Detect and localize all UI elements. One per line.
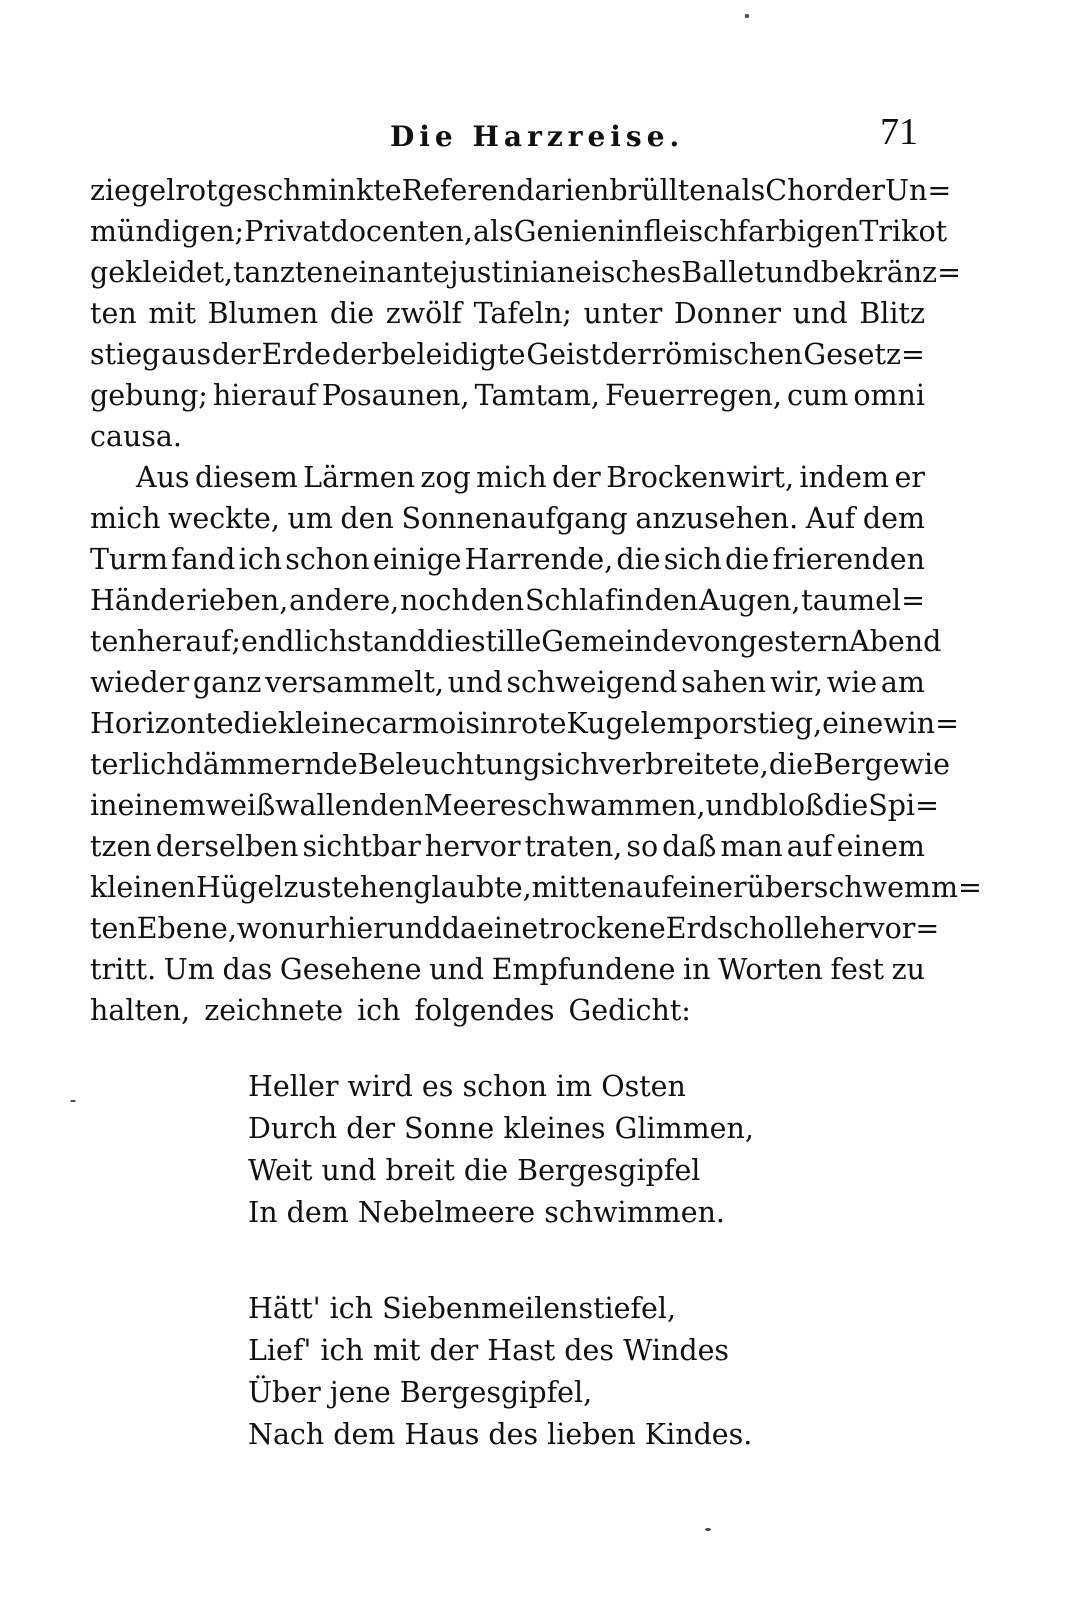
word: folgendes <box>414 994 555 1027</box>
word: Genien <box>513 215 617 248</box>
word: eine <box>476 912 539 945</box>
word: gestern <box>738 625 850 658</box>
word: überschwemm= <box>746 871 982 904</box>
word: auf <box>625 871 672 904</box>
word: anzusehen. <box>635 502 799 535</box>
poem-line: Lief' ich mit der Hast des Windes <box>248 1334 730 1367</box>
word: frierenden <box>772 543 925 576</box>
word: Feuerregen, <box>604 379 782 412</box>
word: man <box>720 830 783 863</box>
word: brüllten <box>609 174 725 207</box>
word: die <box>824 789 869 822</box>
word: Trikot <box>859 215 948 248</box>
word: Erdscholle <box>665 912 820 945</box>
word: Gemeinde <box>541 625 688 658</box>
word: Brockenwirt, <box>606 461 795 494</box>
word: wo <box>236 912 279 945</box>
word: noch <box>400 584 470 617</box>
prose-body <box>90 170 982 1031</box>
word: kleine <box>277 707 366 740</box>
word: sichtbar <box>302 830 421 863</box>
word: glaubte, <box>413 871 532 904</box>
text-line <box>90 457 925 498</box>
word: als <box>472 215 514 248</box>
word: derselben <box>155 830 299 863</box>
word: sich <box>663 543 722 576</box>
word: zwölf <box>385 297 462 330</box>
word: Kugel <box>566 707 650 740</box>
word: Spi= <box>868 789 940 822</box>
word: hervor <box>424 830 521 863</box>
word: Donner <box>673 297 782 330</box>
word: stehen <box>316 871 414 904</box>
word: stieg <box>90 338 161 371</box>
word: die <box>616 543 661 576</box>
word: und <box>705 789 761 822</box>
word: Worten <box>718 953 823 986</box>
word: zu <box>891 953 925 986</box>
text-line <box>90 211 948 252</box>
word: von <box>687 625 739 658</box>
word: Chor <box>765 174 837 207</box>
word: bloß <box>760 789 825 822</box>
word: Um <box>163 953 215 986</box>
word: Hügel <box>195 871 284 904</box>
word: der <box>211 338 261 371</box>
text-line <box>90 785 940 826</box>
word: sich <box>540 748 599 781</box>
word: wie <box>826 666 878 699</box>
word: stille <box>470 625 542 658</box>
text-line <box>90 826 925 867</box>
word: tzen <box>90 830 152 863</box>
word: tritt. <box>90 953 157 986</box>
text-line <box>90 949 925 990</box>
text-line <box>90 334 925 375</box>
word: trockene <box>538 912 666 945</box>
word: dem <box>862 502 925 535</box>
word: mitten <box>531 871 626 904</box>
word: Turm <box>90 543 169 576</box>
word: Posaunen, <box>321 379 470 412</box>
word: in <box>90 789 118 822</box>
word: und <box>429 953 485 986</box>
word: hervor= <box>819 912 940 945</box>
text-line <box>90 416 925 457</box>
word: cum <box>786 379 849 412</box>
word: empor <box>649 707 743 740</box>
word: die <box>233 707 278 740</box>
word: der <box>552 461 601 494</box>
word: hierauf <box>212 379 317 412</box>
word: verbreitete, <box>598 748 769 781</box>
word: die <box>329 297 375 330</box>
page-number: 71 <box>880 111 918 153</box>
word: Referendarien <box>401 174 610 207</box>
text-line <box>90 498 925 539</box>
word: Ballet <box>681 256 766 289</box>
word: in <box>616 584 644 617</box>
word: Horizonte <box>90 707 234 740</box>
word: weißwallenden <box>205 789 424 822</box>
text-line <box>90 867 982 908</box>
poem-line: Nach dem Haus des lieben Kindes. <box>248 1418 753 1451</box>
word: Geist <box>526 338 602 371</box>
word: beleidigte <box>381 338 526 371</box>
word: und <box>386 912 442 945</box>
word: ten <box>90 625 137 658</box>
text-line <box>90 375 925 416</box>
word: wieder <box>90 666 190 699</box>
word: der <box>836 174 885 207</box>
word: am <box>880 666 925 699</box>
word: indem <box>799 461 890 494</box>
word: wie <box>899 748 950 781</box>
print-speck <box>705 1528 711 1531</box>
word: zu <box>283 871 317 904</box>
word: Meere <box>423 789 517 822</box>
word: die <box>426 625 471 658</box>
word: hier <box>328 912 387 945</box>
word: und <box>447 666 503 699</box>
word: zog <box>420 461 471 494</box>
text-line <box>90 170 952 211</box>
text-line <box>90 539 925 580</box>
word: den <box>340 502 394 535</box>
word: ganz <box>192 666 262 699</box>
text-line <box>90 621 942 662</box>
word: der <box>601 338 651 371</box>
running-head <box>0 110 1074 160</box>
running-title: Die Harzreise. <box>390 120 685 153</box>
print-speck <box>70 1100 76 1102</box>
poem-line: In dem Nebelmeere schwimmen. <box>248 1196 725 1229</box>
poem-stanza-1 <box>248 1066 848 1234</box>
word: da <box>441 912 477 945</box>
word: fleischfarbigen <box>643 215 860 248</box>
word: ten <box>90 912 137 945</box>
text-line <box>90 662 925 703</box>
word: Harrende, <box>464 543 614 576</box>
word: so <box>626 830 659 863</box>
word: stieg, <box>742 707 823 740</box>
word: tanzten <box>233 256 342 289</box>
word: versammelt, <box>265 666 444 699</box>
word: causa. <box>90 420 182 453</box>
word: Gedicht: <box>568 994 691 1027</box>
word: Auf <box>805 502 856 535</box>
word: auf <box>786 830 833 863</box>
word: Tamtam, <box>474 379 600 412</box>
poem-line: Weit und breit die Bergesgipfel <box>248 1154 701 1187</box>
poem-stanza-2 <box>248 1288 848 1456</box>
word: Gesehene <box>279 953 422 986</box>
word: die <box>768 748 814 781</box>
word: gekleidet, <box>90 256 234 289</box>
word: kleinen <box>90 871 196 904</box>
word: der <box>331 338 381 371</box>
word: nur <box>278 912 329 945</box>
print-speck <box>745 14 749 18</box>
word: schwammen, <box>516 789 706 822</box>
word: das <box>222 953 273 986</box>
text-line <box>90 990 925 1031</box>
word: mich <box>90 502 161 535</box>
word: Blitz <box>859 297 925 330</box>
word: taumel= <box>801 584 925 617</box>
word: rieben, <box>186 584 289 617</box>
word: traten, <box>524 830 623 863</box>
word: Sonnenaufgang <box>401 502 628 535</box>
word: und <box>792 297 848 330</box>
word: eine <box>822 707 884 740</box>
word: ten <box>90 297 137 330</box>
word: zeichnete <box>204 994 344 1027</box>
word: schweigend <box>506 666 678 699</box>
text-line <box>90 703 960 744</box>
word: als <box>724 174 766 207</box>
word: fest <box>830 953 884 986</box>
word: sahen <box>681 666 767 699</box>
word: Hände <box>90 584 186 617</box>
poem-line: Über jene Bergesgipfel, <box>248 1376 593 1409</box>
word: Aus <box>136 461 190 494</box>
word: und <box>765 256 821 289</box>
poem-line: Hätt' ich Siebenmeilenstiefel, <box>248 1292 677 1325</box>
word: ich <box>238 543 282 576</box>
word: omni <box>853 379 925 412</box>
word: ein <box>341 256 386 289</box>
word: Blumen <box>207 297 319 330</box>
word: aus <box>161 338 212 371</box>
text-line <box>90 744 950 785</box>
word: einige <box>372 543 462 576</box>
word: win= <box>883 707 960 740</box>
word: die <box>725 543 770 576</box>
word: ziegelrot <box>90 174 218 207</box>
word: ich <box>357 994 401 1027</box>
word: Gesetz= <box>803 338 925 371</box>
word: den <box>470 584 525 617</box>
word: Tafeln; <box>473 297 572 330</box>
word: Ebene, <box>136 912 237 945</box>
word: diesem <box>194 461 298 494</box>
word: schon <box>285 543 370 576</box>
word: in <box>682 953 711 986</box>
word: einem <box>117 789 206 822</box>
word: Schlaf <box>525 584 616 617</box>
word: einem <box>836 830 925 863</box>
word: Lärmen <box>303 461 415 494</box>
word: gebung; <box>90 379 208 412</box>
word: antejustinianeisches <box>385 256 682 289</box>
poem-line: Durch der Sonne kleines Glimmen, <box>248 1112 754 1145</box>
word: Augen, <box>698 584 801 617</box>
word: fand <box>171 543 236 576</box>
word: um <box>287 502 333 535</box>
poem-line: Heller wird es schon im Osten <box>248 1070 686 1103</box>
word: wir, <box>770 666 824 699</box>
word: stand <box>347 625 427 658</box>
word: carmoisinrote <box>365 707 567 740</box>
word: weckte, <box>168 502 280 535</box>
word: römischen <box>651 338 803 371</box>
word: er <box>894 461 925 494</box>
word: dämmernde <box>184 748 358 781</box>
word: geschminkte <box>217 174 402 207</box>
text-line <box>90 252 961 293</box>
word: mit <box>148 297 196 330</box>
word: Privatdocenten, <box>244 215 473 248</box>
word: den <box>644 584 699 617</box>
word: Empfundene <box>491 953 676 986</box>
word: in <box>616 215 644 248</box>
text-line <box>90 908 940 949</box>
word: bekränz= <box>820 256 961 289</box>
word: Beleuchtung <box>357 748 541 781</box>
word: terlich <box>90 748 185 781</box>
word: Berge <box>813 748 900 781</box>
text-line <box>90 293 925 334</box>
word: halten, <box>90 994 191 1027</box>
word: endlich <box>241 625 348 658</box>
word: Erde <box>261 338 332 371</box>
word: andere, <box>289 584 400 617</box>
word: Un= <box>884 174 952 207</box>
word: daß <box>662 830 717 863</box>
word: einer <box>671 871 747 904</box>
word: herauf; <box>136 625 242 658</box>
word: mich <box>476 461 547 494</box>
text-line <box>90 580 925 621</box>
word: Abend <box>849 625 942 658</box>
word: unter <box>583 297 663 330</box>
word: mündigen; <box>90 215 245 248</box>
